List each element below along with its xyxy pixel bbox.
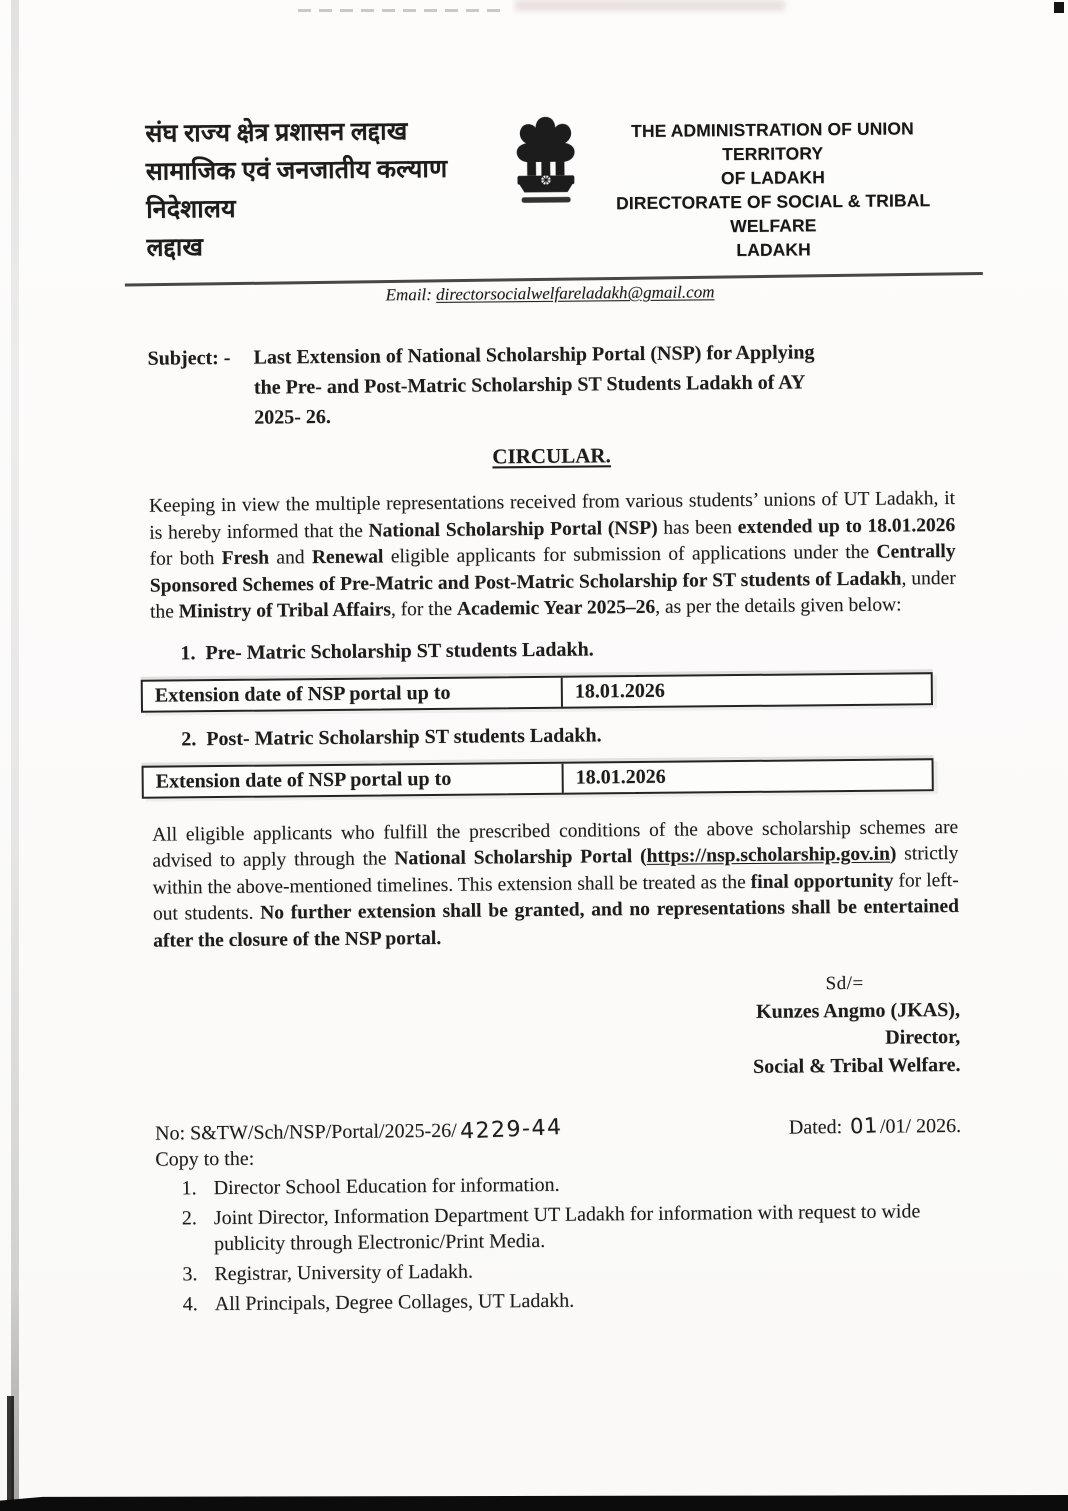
signature-block [154,969,961,1087]
sd-line: Sd/= [825,972,864,995]
ashoka-lion-capital-emblem-icon [497,111,594,212]
org-line-2: OF LADAKH [720,167,825,189]
copy-item-1: 1. Director School Education for information. [181,1173,560,1200]
subject-block [147,336,954,434]
body-paragraph-1: Keeping in view the multiple representations received from various students’ unions of UT Ladakh, it is hereby informed that the National Scholarship Portal (NSP) has been extended up to 18.01.2026 for both Fresh and Renewal eligible applicants for submission of applications under the Centrally Sponsored Schemes of Pre-Matric and Post-Matric Scholarship for ST students of Ladakh, under the Ministry of Tribal Affairs, for the Academic Year 2025–26, as per the details given below: [148,487,956,623]
reference-number [154,1114,563,1146]
signatory-department: Social & Tribal Welfare. [752,1053,961,1078]
circular-title: CIRCULAR. [492,443,611,469]
org-line-4: LADAKH [736,239,811,261]
reference-line [155,1113,961,1146]
body-paragraph-2: All eligible applicants who fulfill the prescribed conditions of the above scholarship schemes are advised to apply through the National Scholarship Portal (https://nsp.scholarship.gov.in) strictly within the above-mentioned timelines. This extension shall be treated as the final opportunity for left-out students. No further extension shall be granted, and no representations shall be entertained after the closure of the NSP portal. [152,816,960,952]
copy-item-3: 3. Registrar, University of Ladakh. [182,1260,474,1285]
subject-line-3: 2025- 26. [254,405,331,429]
extension-table-2-label: Extension date of NSP portal up to [144,763,564,796]
copy-item-2: 2. Joint Director, Information Department UT Ladakh for information with request to wide publicity through Electronic/Print Media. [181,1200,921,1255]
extension-table-1-label: Extension date of NSP portal up to [143,677,563,710]
org-line-3: DIRECTORATE OF SOCIAL & TRIBAL WELFARE [615,190,931,237]
dated-field [789,1113,961,1140]
list-item-1-number: 1. [180,641,196,664]
subject-line-2: the Pre- and Post-Matric Scholarship ST Students Ladakh of AY [253,371,806,399]
signatory-name: Kunzes Angmo (JKAS), [755,998,961,1023]
signatory-designation: Director, [885,1025,961,1049]
organisation-name [593,108,952,263]
dated-day-handwritten: 01 [849,1113,879,1139]
org-line-1: THE ADMINISTRATION OF UNION TERRITORY [631,118,914,165]
hindi-line-2: सामाजिक एवं जनजातीय कल्याण निदेशालय [145,155,448,224]
list-item-1-title: 1. Pre- Matric Scholarship ST students Ladakh. [180,637,594,664]
subject-label: Subject: - [147,346,231,370]
dated-rest: /01/ 2026. [879,1114,962,1138]
reference-prefix: No: S&TW/Sch/NSP/Portal/2025-26/ [154,1119,457,1145]
copy-item-4: 4. All Principals, Degree Collages, UT Ladakh. [182,1289,575,1315]
extension-table-1-date: 18.01.2026 [574,679,665,703]
dated-label: Dated: [788,1116,843,1139]
letterhead [145,108,952,268]
list-item-2-title: 2. Post- Matric Scholarship ST students Ladakh. [181,723,602,750]
reference-number-handwritten: 4229-44 [459,1114,563,1145]
subject-line-1: Last Extension of National Scholarship Portal (NSP) for Applying [253,341,815,369]
department-name-hindi [145,112,498,267]
hindi-line-3: लद्दाख [146,234,204,262]
copy-to-label: Copy to the: [155,1147,255,1171]
extension-table-2 [142,758,934,799]
hindi-line-1: संघ राज्य क्षेत्र प्रशासन लद्दाख [145,118,408,148]
email-label: Email: [385,284,432,305]
extension-table-2-date: 18.01.2026 [575,765,666,789]
email-address: directorsocialwelfareladakh@gmail.com [436,282,715,304]
list-item-2-number: 2. [181,727,197,750]
copy-to-list [155,1169,962,1318]
extension-table-1 [141,672,933,713]
subject-text [253,337,815,432]
